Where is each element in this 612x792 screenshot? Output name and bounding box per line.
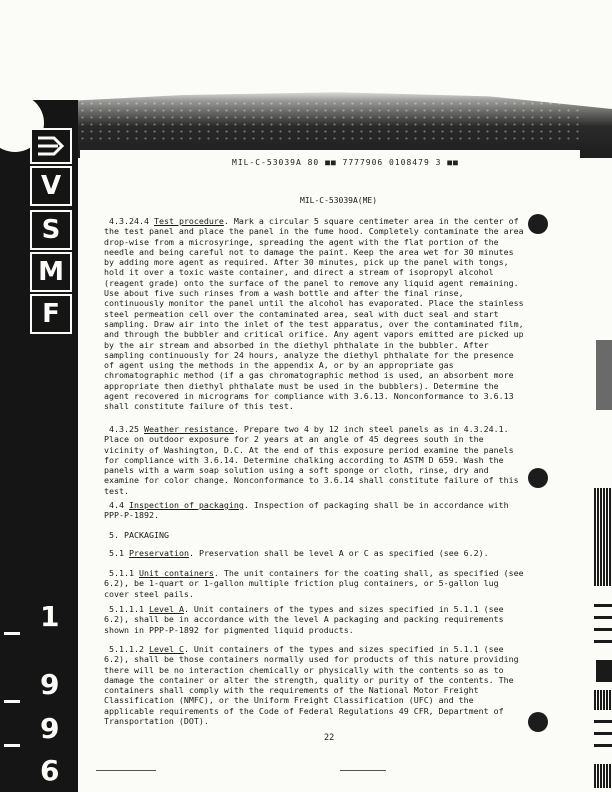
paragraph-text: . The unit containers for the coating shall, as specified (see 6.2), be 1-quart or 1-gallon multiple friction plug containers, or 5-gallon lug cover steel pails.	[104, 568, 524, 599]
punch-hole-mark	[528, 214, 548, 234]
paragraph-4-4	[104, 500, 524, 521]
paragraph-text: . Inspection of packaging shall be in accordance with PPP-P-1892.	[104, 500, 509, 521]
sidebar-letter-v: V	[30, 166, 72, 206]
sidebar-letter-m: M	[30, 252, 72, 292]
paragraph-heading: Level C	[148, 644, 184, 654]
scan-margin-dash	[594, 720, 612, 723]
scan-bottom-mark	[340, 770, 386, 771]
page-number: 22	[324, 733, 335, 743]
sidebar-dash	[4, 700, 20, 703]
sidebar-dash	[4, 744, 20, 747]
paragraph-number: 4.3.25	[109, 424, 139, 434]
paragraph-heading: Level A	[148, 604, 184, 614]
scan-margin-block	[596, 660, 612, 682]
sidebar-dash	[4, 632, 20, 635]
sidebar-digit-1: 1	[40, 600, 60, 633]
document-stamp-line: MIL-C-53039A 80 ■■ 7777906 0108479 3 ■■	[232, 158, 459, 167]
punch-hole-mark	[528, 712, 548, 732]
paragraph-number: 5.1	[109, 548, 124, 558]
document-id: MIL-C-53039A(ME)	[300, 196, 378, 205]
scan-margin-block	[596, 340, 612, 410]
paragraph-heading: Unit containers	[138, 568, 214, 578]
paragraph-number: 5.	[109, 530, 119, 540]
scan-margin-dash	[594, 616, 612, 619]
paragraph-5-1-1-2	[104, 644, 524, 726]
section-title: PACKAGING	[124, 530, 169, 540]
paragraph-5-1-1-1	[104, 604, 524, 635]
sidebar-letter-f: F	[30, 294, 72, 334]
paragraph-text: . Mark a circular 5 square centimeter area in the center of the test panel and place the panel in the fume hood. Completely contaminate the area drop-wise from a microsyringe, spreading the agent with the flat portion of the needle and being careful not to damage the paint. Keep the area wet for 30 minutes by adding more agent as required. After 30 minutes, pick up the panel with tongs, hold it over a toxic waste container, and direct a stream of isopropyl alcohol (reagent grade) onto the surface of the panel to remove any liquid agent remaining. Use about five such rinses from a wash bottle and after the final rinse, continuously monitor the panel until the alcohol has evaporated. Place the stainless steel permeation cell over the contaminated area, seal with duct seal and start sampling. Draw air into the inlet of the test apparatus, over the contaminated film, and through the bubbler and critical orifice. Any agent vapors emitted are picked up by the air stream and absorbed in the diethyl phthalate in the bubbler. After sampling continuously for 24 hours, analyze the diethyl phthalate for the presence of agent using the methods in the appendix A, or by an appropriate gas chromatographic method (if a gas chromatographic method is used, an absorbent more appropriate then diethyl phthalate must be used in the bubblers). Determine the agent recovered in micrograms for compliance with 3.6.13. Nonconformance to 3.6.13 shall constitute failure of this test.	[104, 216, 524, 412]
scan-margin-stripes	[594, 690, 612, 710]
paragraph-text: . Prepare two 4 by 12 inch steel panels as in 4.3.24.1. Place on outdoor exposure for 2 years at an angle of 45 degrees south in the vicinity of Washington, D.C. At the end of this exposure period examine the panels for compliance with 3.6.14. Determine chalking according to ASTM D 659. Wash the panels with a warm soap solution using a soft sponge or cloth, rinse, dry and examine for color change. Nonconformance to 3.6.14 shall constitute failure of this test.	[104, 424, 519, 496]
scan-margin-dash	[594, 744, 612, 747]
scan-margin-dash	[594, 628, 612, 631]
paragraph-number: 4.4	[109, 500, 124, 510]
paragraph-heading: Preservation	[129, 548, 189, 558]
scan-bottom-mark	[96, 770, 156, 771]
paragraph-text: . Preservation shall be level A or C as specified (see 6.2).	[188, 548, 489, 558]
paragraph-5-1-1	[104, 568, 524, 599]
paragraph-number: 5.1.1.2	[109, 644, 144, 654]
paragraph-heading: Weather resistance	[143, 424, 234, 434]
punch-hole-mark	[528, 468, 548, 488]
scan-margin-dash	[594, 732, 612, 735]
paragraph-4-3-24-4	[104, 216, 524, 412]
paragraph-number: 5.1.1	[109, 568, 134, 578]
paragraph-heading: Inspection of packaging	[129, 500, 244, 510]
paragraph-text: . Unit containers of the types and sizes specified in 5.1.1 (see 6.2), shall be those containers normally used for products of this nature providing there will be no interaction chemically or physically with the contents so as to damage the container or alter the strength, quality or purity of the contents. The containers shall comply with the requirements of the National Motor Freight Classification (NMFC), or the Uniform Freight Classification (UFC) and the applicable requirements of the Code of Federal Regulations 49 CFR, Department of Transportation (DOT).	[104, 644, 519, 727]
paragraph-heading: Test procedure	[153, 216, 224, 226]
paragraph-number: 5.1.1.1	[109, 604, 144, 614]
sidebar-digit-3: 9	[40, 712, 60, 745]
scan-margin-dash	[594, 640, 612, 643]
scan-speckle	[60, 100, 580, 140]
paragraph-text: . Unit containers of the types and sizes specified in 5.1.1 (see 6.2), shall be in accordance with the level A packaging and packing requirements shown in PPP-P-1892 for pigmented liquid products.	[104, 604, 504, 635]
paragraph-4-3-25	[104, 424, 524, 496]
sidebar-digit-4: 6	[40, 754, 60, 787]
sidebar-letter-s: S	[30, 210, 72, 250]
scan-margin-stripes	[594, 488, 612, 586]
section-5-heading	[104, 530, 524, 540]
scan-margin-dash	[594, 604, 612, 607]
scan-margin-stripes	[594, 764, 612, 788]
paragraph-5-1	[104, 548, 524, 558]
paragraph-number: 4.3.24.4	[109, 216, 149, 226]
sidebar-digit-2: 9	[40, 668, 60, 701]
arrow-right-icon	[30, 128, 72, 164]
